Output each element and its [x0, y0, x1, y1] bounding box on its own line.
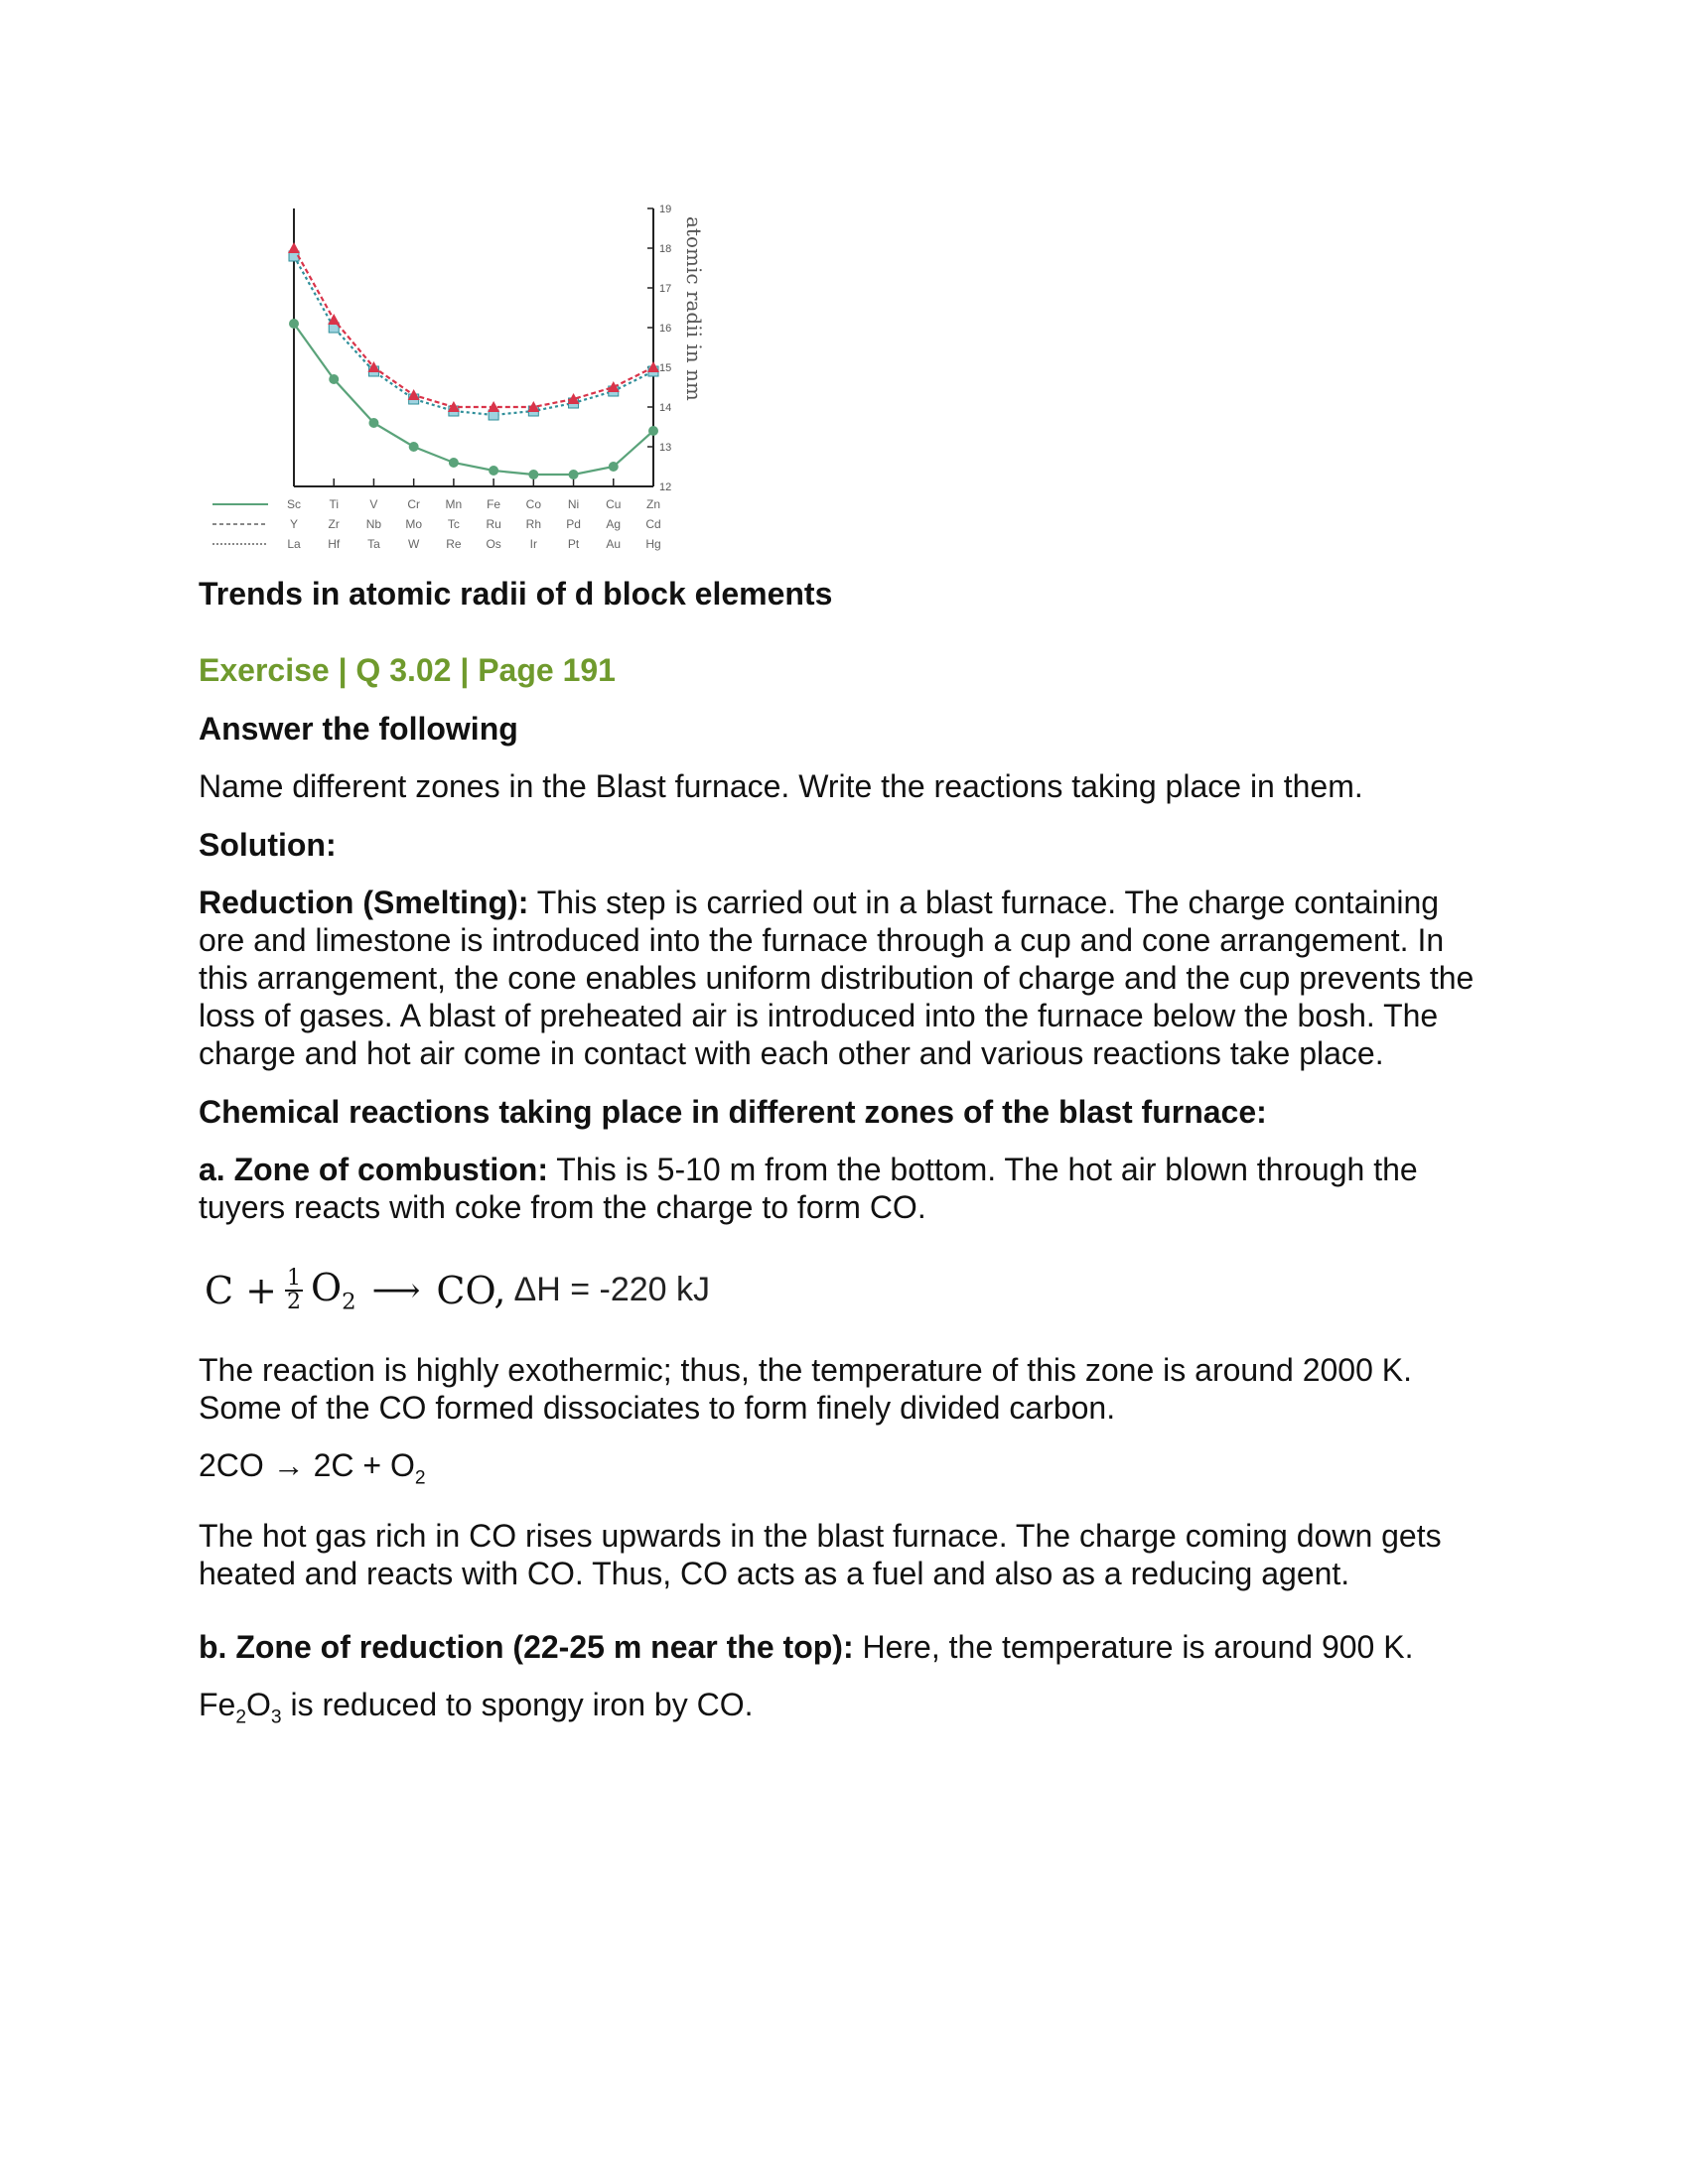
- x-tick-label: Ta: [367, 537, 380, 551]
- x-tick-label: Mn: [445, 497, 463, 511]
- y-tick-label: 16: [659, 323, 672, 335]
- series-point: [368, 418, 378, 428]
- x-tick-label: Hg: [645, 537, 661, 551]
- chart-svg: [199, 189, 755, 566]
- answer-heading: Answer the following: [199, 711, 518, 747]
- dissociation-equation: $2CO \to 2C + O_2$: [199, 1446, 426, 1488]
- series-point: [409, 442, 419, 452]
- x-tick-label: Mo: [405, 517, 423, 531]
- document-page: [199, 189, 1489, 1736]
- series-point: [609, 462, 619, 472]
- reduction-text: This step is carried out in a blast furnace. The charge containing ore and limestone is introduced into the furnace through a cup and cone arrangement. In this arrangement, the cone enables uniform distribution of charge and the cup prevents the loss of gases. A blast of preheated air is introduced into the furnace below the bosh. The charge and hot air come in contact with each other and various reactions take place.: [199, 885, 1475, 1071]
- x-tick-label: Ni: [567, 497, 580, 511]
- eq1-numerator: 1: [287, 1265, 301, 1291]
- question-text: Name different zones in the Blast furnace. Write the reactions taking place in them.: [199, 768, 1363, 804]
- x-tick-label: Rh: [525, 517, 542, 531]
- combustion-equation: [205, 1266, 1489, 1315]
- x-tick-label: Au: [606, 537, 622, 551]
- y-tick-label: 14: [659, 402, 672, 414]
- exercise-reference: Exercise | Q 3.02 | Page 191: [199, 652, 616, 688]
- x-tick-label: Zn: [645, 497, 661, 511]
- x-tick-label: Co: [525, 497, 542, 511]
- eq1-fraction: [285, 1265, 303, 1314]
- y-tick-label: 19: [659, 204, 672, 215]
- reduction-label: Reduction (Smelting):: [199, 885, 529, 920]
- reduction-paragraph: [199, 884, 1489, 1072]
- x-tick-label: Cu: [606, 497, 622, 511]
- eq1-denominator: 2: [287, 1289, 301, 1314]
- y-axis-label: atomic radii in nm: [682, 216, 706, 401]
- atomic-radii-chart: [199, 189, 755, 566]
- x-tick-label: Nb: [365, 517, 382, 531]
- x-tick-label: Sc: [286, 497, 302, 511]
- x-tick-label: La: [287, 537, 301, 551]
- x-tick-label: Hf: [328, 537, 341, 551]
- series-point: [569, 470, 579, 479]
- zone-b-text: Here, the temperature is around 900 K.: [853, 1628, 1414, 1665]
- x-tick-label: Os: [486, 537, 501, 551]
- zone-b-paragraph: [199, 1628, 1489, 1666]
- eq1-enthalpy: ΔH = -220 kJ: [513, 1271, 711, 1309]
- eq1-co: CO,: [436, 1268, 506, 1312]
- exothermic-paragraph: The reaction is highly exothermic; thus, the temperature of this zone is around 2000 K. Some of the CO formed dissociates to form finely divided carbon.: [199, 1351, 1412, 1426]
- series-point: [329, 374, 339, 384]
- zone-b-label: b. Zone of reduction (22-25 m near the top):: [199, 1628, 854, 1665]
- x-tick-label: Re: [446, 537, 462, 551]
- x-tick-label: Cd: [645, 517, 661, 531]
- eq1-oxygen: $O_2$: [311, 1266, 356, 1315]
- x-tick-label: V: [369, 497, 378, 511]
- x-tick-label: Pd: [566, 517, 581, 531]
- reactions-heading: Chemical reactions taking place in different zones of the blast furnace:: [199, 1094, 1267, 1130]
- x-tick-label: Ag: [606, 517, 622, 531]
- series-point: [489, 466, 498, 476]
- x-tick-label: W: [408, 537, 420, 551]
- x-tick-label: Cr: [407, 497, 421, 511]
- chart-caption: Trends in atomic radii of d block elements: [199, 576, 833, 612]
- y-tick-label: 15: [659, 362, 672, 374]
- y-tick-label: 18: [659, 243, 672, 255]
- x-tick-label: Pt: [567, 537, 580, 551]
- hot-gas-paragraph: The hot gas rich in CO rises upwards in the blast furnace. The charge coming down gets heated and reacts with CO. Thus, CO acts as a fuel and also as a reducing agent.: [199, 1517, 1442, 1591]
- x-tick-label: Ti: [329, 497, 340, 511]
- x-tick-label: Ir: [529, 537, 538, 551]
- x-tick-label: Fe: [487, 497, 501, 511]
- series-line: [294, 324, 653, 475]
- x-tick-label: Tc: [447, 517, 460, 531]
- y-tick-label: 12: [659, 481, 672, 493]
- series-point: [288, 242, 300, 253]
- zone-a-paragraph: [199, 1151, 1489, 1226]
- y-tick-label: 17: [659, 283, 672, 295]
- x-tick-label: Zr: [328, 517, 340, 531]
- eq1-carbon: C +: [205, 1268, 277, 1312]
- series-line: [294, 248, 653, 407]
- zone-a-label: a. Zone of combustion:: [199, 1152, 548, 1187]
- eq1-arrow: ⟶: [371, 1270, 421, 1310]
- y-tick-label: 13: [659, 442, 672, 454]
- series-point: [528, 470, 538, 479]
- series-point: [449, 458, 459, 468]
- zone-a-text: This is 5-10 m from the bottom. The hot air blown through the tuyers reacts with coke from the charge to form CO.: [199, 1152, 1418, 1225]
- x-tick-label: Ru: [486, 517, 501, 531]
- solution-label: Solution:: [199, 827, 337, 863]
- series-point: [289, 319, 299, 329]
- fe2o3-paragraph: $Fe_2O_3$ is reduced to spongy iron by CO.: [199, 1686, 754, 1728]
- series-point: [648, 426, 658, 436]
- x-tick-label: Y: [289, 517, 299, 531]
